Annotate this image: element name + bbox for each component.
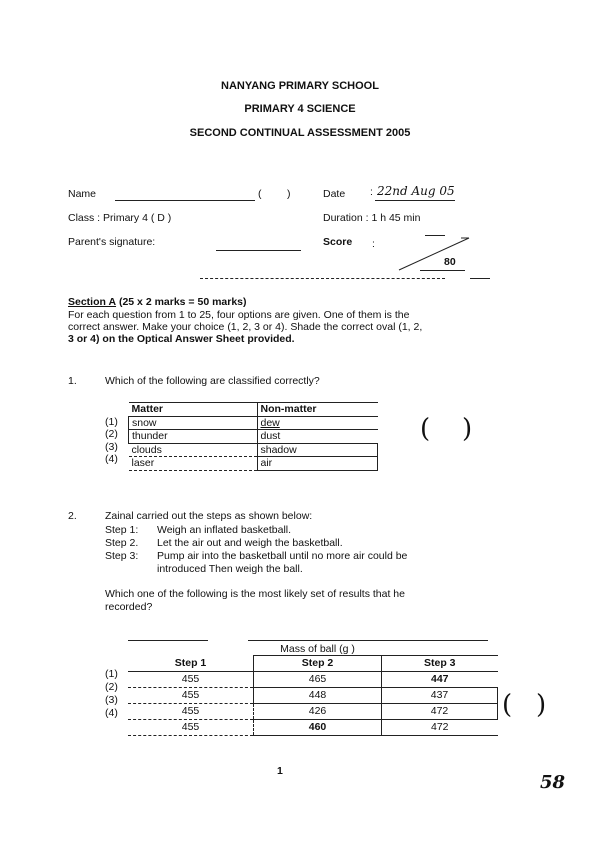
q1-options: (1) (2) (3) (4) (105, 415, 118, 465)
table-row: thunder dust (129, 430, 378, 444)
score-total: 80 (444, 256, 456, 268)
q2-text: Zainal carried out the steps as shown below: (105, 510, 313, 522)
q2-col-step-2: Step 2 (254, 656, 382, 672)
instructions: For each question from 1 to 25, four options are given. One of them is the correct answer. Make your choice (1, 2, 3 or 4). Shade the correct oval (1, 2, 3 or 4) on the Optical Answer Sheet provided. (68, 309, 423, 345)
q2-question-line-1: Which one of the following is the most likely set of results that he (105, 588, 405, 600)
score-label: Score (323, 236, 353, 248)
assessment-title: SECOND CONTINUAL ASSESSMENT 2005 (189, 127, 411, 139)
score-colon: : (372, 238, 375, 250)
name-line (115, 200, 255, 201)
q2-col-step-1: Step 1 (128, 656, 254, 672)
q1-number: 1. (68, 375, 77, 387)
subject-level: PRIMARY 4 SCIENCE (244, 103, 356, 115)
score-box-slash (395, 236, 475, 272)
corner-mark: 58 (540, 772, 566, 793)
q2-answer-close: ) (536, 690, 547, 720)
name-bracket-close: ) (287, 188, 291, 200)
q1-text: Which of the following are classified correctly? (105, 375, 320, 387)
q1-table (128, 402, 378, 471)
score-bottom-line (420, 270, 465, 271)
table-row: 455 448 437 (128, 688, 498, 704)
parent-signature-line (216, 250, 301, 251)
q1-answer-open: ( (420, 414, 431, 444)
q2-step-2: Step 2. Let the air out and weigh the basketball. (105, 537, 343, 549)
q2-col-step-3: Step 3 (382, 656, 498, 672)
table-row: 455 426 472 (128, 704, 498, 720)
q2-step-3-cont: introduced Then weigh the ball. (157, 563, 303, 575)
date-line (375, 200, 455, 201)
q2-options: (1) (2) (3) (4) (105, 668, 118, 719)
q2-step-3: Step 3: Pump air into the basketball until no more air could be (105, 550, 408, 562)
table-row: snow dew (129, 416, 378, 430)
class-label: Class : Primary 4 ( D ) (68, 212, 172, 224)
school-name: NANYANG PRIMARY SCHOOL (221, 80, 379, 92)
separator-line (200, 278, 445, 279)
q1-col-matter: Matter (129, 403, 258, 417)
date-value: 22nd Aug 05 (377, 184, 455, 198)
q2-table-caption: Mass of ball (g ) (280, 643, 355, 655)
table-row: clouds shadow (129, 443, 378, 457)
q2-answer-open: ( (502, 690, 513, 720)
duration-label: Duration : 1 h 45 min (323, 212, 421, 224)
date-label: Date (323, 188, 346, 200)
name-label: Name (68, 188, 97, 200)
q2-number: 2. (68, 510, 77, 522)
q2-question-line-2: recorded? (105, 601, 153, 613)
page-number: 1 (277, 765, 283, 777)
table-row: 455 460 472 (128, 720, 498, 736)
q2-step-1: Step 1: Weigh an inflated basketball. (105, 524, 292, 536)
q1-col-nonmatter: Non-matter (257, 403, 378, 417)
name-bracket-open: ( (258, 188, 262, 200)
q2-table (128, 655, 498, 736)
parent-signature-label: Parent's signature: (68, 236, 156, 248)
section-a-heading: Section A (25 x 2 marks = 50 marks) (68, 296, 247, 308)
table-row: 455 465 447 (128, 672, 498, 688)
table-row: laser air (129, 457, 378, 471)
q1-answer-close: ) (462, 414, 473, 444)
